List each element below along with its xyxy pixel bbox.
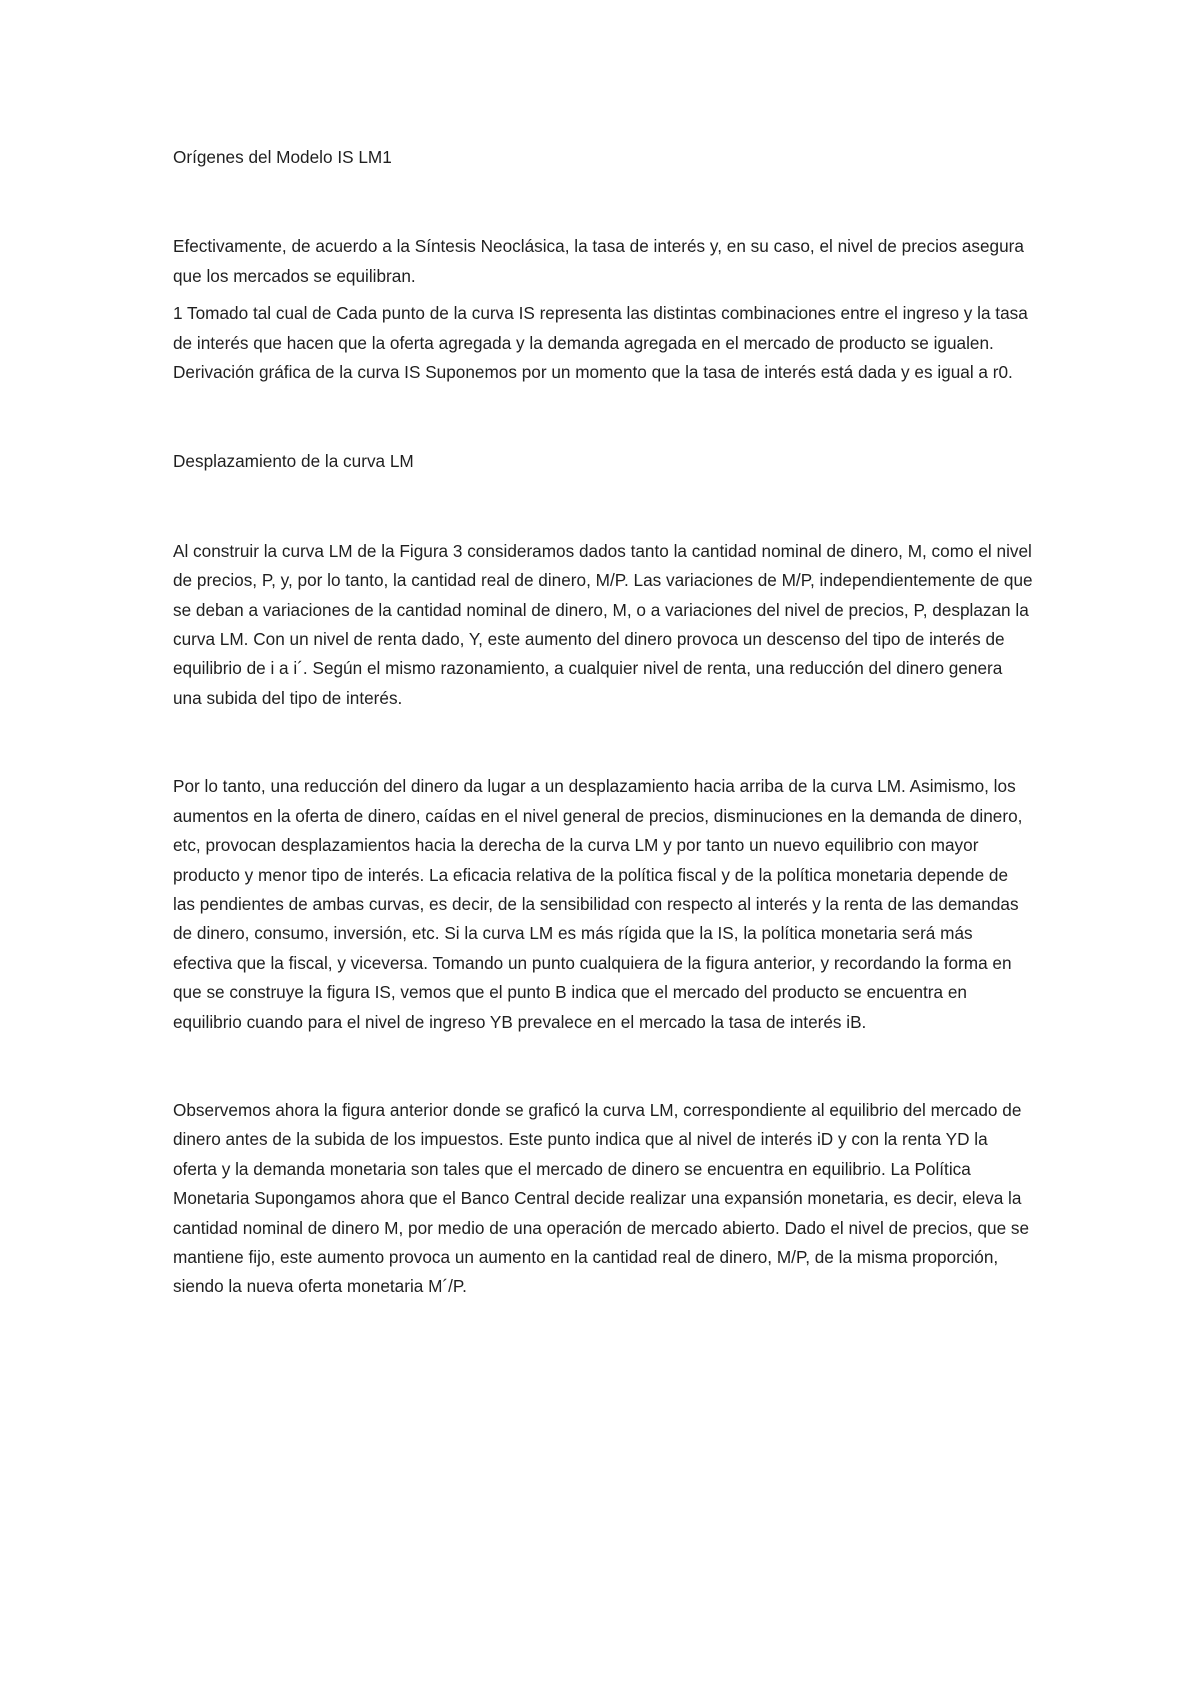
spacer <box>173 1037 1033 1096</box>
spacer <box>173 713 1033 772</box>
spacer <box>173 291 1033 299</box>
spacer <box>173 387 1033 447</box>
spacer <box>173 477 1033 537</box>
document-title: Orígenes del Modelo IS LM1 <box>173 147 392 167</box>
section-paragraph-1: Al construir la curva LM de la Figura 3 consideramos dados tanto la cantidad nominal de dinero, M, como el nivel de precios, P, y, por lo tanto, la cantidad real de dinero, M/P. Las variaciones de M/P, independientemente de que se deban a variaciones de la cantidad nominal de dinero, M, o a variaciones del nivel de precios, P, desplazan la curva LM. Con un nivel de renta dado, Y, este aumento del dinero provoca un descenso del tipo de interés de equilibrio de i a i´. Según el mismo razonamiento, a cualquier nivel de renta, una reducción del dinero genera una subida del tipo de interés. <box>173 540 1033 708</box>
spacer <box>173 172 1033 232</box>
footnote-paragraph: 1 Tomado tal cual de Cada punto de la curva IS representa las distintas combinaciones entre el ingreso y la tasa de interés que hacen que la oferta agregada y la demanda agregada en el mercado de producto se igualen. Derivación gráfica de la curva IS Suponemos por un momento que la tasa de interés está dada y es igual a r0. <box>173 303 1028 383</box>
document-body <box>173 143 1033 1302</box>
section-heading: Desplazamiento de la curva LM <box>173 451 414 472</box>
section-paragraph-3: Observemos ahora la figura anterior donde se graficó la curva LM, correspondiente al equilibrio del mercado de dinero antes de la subida de los impuestos. Este punto indica que al nivel de interés iD y con la renta YD la oferta y la demanda monetaria son tales que el mercado de dinero se encuentra en equilibrio. La Política Monetaria Supongamos ahora que el Banco Central decide realizar una expansión monetaria, es decir, eleva la cantidad nominal de dinero M, por medio de una operación de mercado abierto. Dado el nivel de precios, que se mantiene fijo, este aumento provoca un aumento en la cantidad real de dinero, M/P, de la misma proporción, siendo la nueva oferta monetaria M´/P. <box>173 1099 1030 1297</box>
section-paragraph-2: Por lo tanto, una reducción del dinero da lugar a un desplazamiento hacia arriba de la curva LM. Asimismo, los aumentos en la oferta de dinero, caídas en el nivel general de precios, disminuciones en la demanda de dinero, etc, provocan desplazamientos hacia la derecha de la curva LM y por tanto un nuevo equilibrio con mayor producto y menor tipo de interés. La eficacia relativa de la política fiscal y de la política monetaria depende de las pendientes de ambas curvas, es decir, de la sensibilidad con respecto al interés y la renta de las demandas de dinero, consumo, inversión, etc. Si la curva LM es más rígida que la IS, la política monetaria será más efectiva que la fiscal, y viceversa. Tomando un punto cualquiera de la figura anterior, y recordando la forma en que se construye la figura IS, vemos que el punto B indica que el mercado del producto se encuentra en equilibrio cuando para el nivel de ingreso YB prevalece en el mercado la tasa de interés iB. <box>173 776 1023 1032</box>
intro-paragraph: Efectivamente, de acuerdo a la Síntesis Neoclásica, la tasa de interés y, en su caso, el nivel de precios asegura que los mercados se equilibran. <box>173 236 1024 286</box>
